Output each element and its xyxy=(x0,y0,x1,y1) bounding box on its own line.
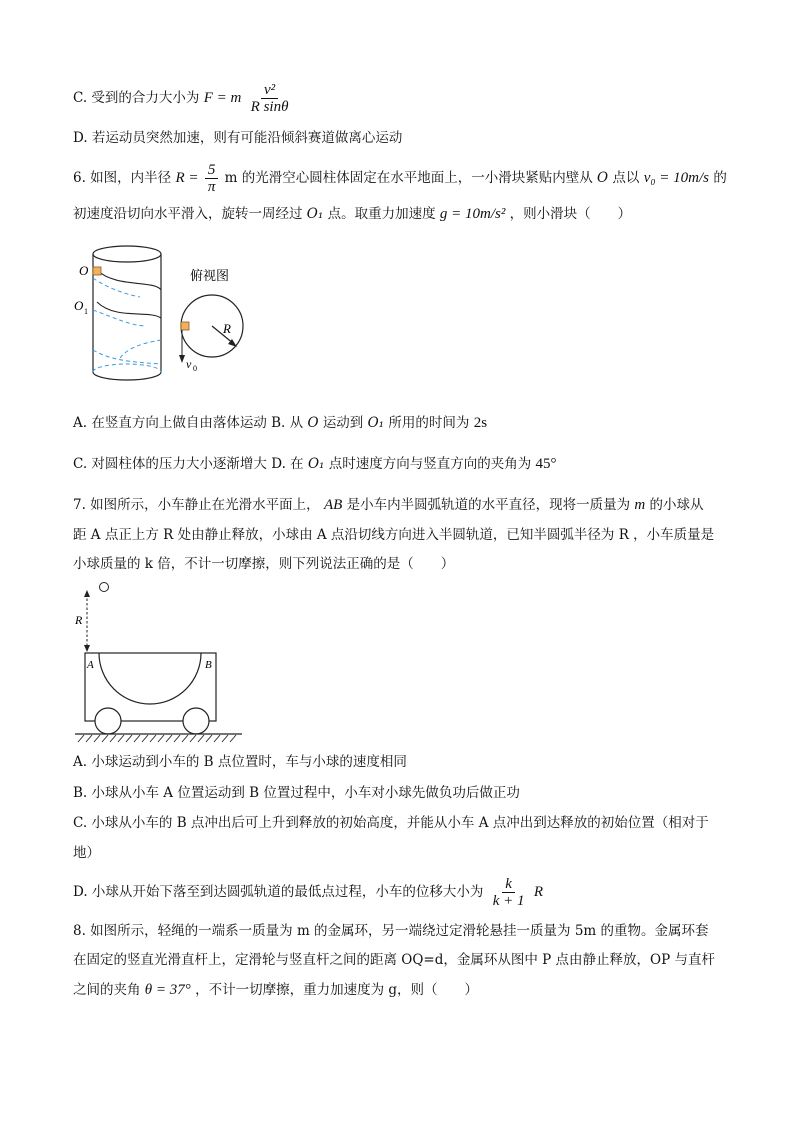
q6-option-text: 点时速度方向与竖直方向的夹角为 xyxy=(328,456,532,472)
q6-option-text: C. 对圆柱体的压力大小逐渐增大 D. 在 xyxy=(73,456,304,472)
q6-initial-velocity: v₀ = 10m/s xyxy=(643,170,710,186)
q6-stem-text: ，则小滑块（ ） xyxy=(509,206,632,222)
helix-front-1 xyxy=(97,270,161,290)
semicircle-track xyxy=(99,653,201,704)
q6-stem-line-2 xyxy=(73,204,631,224)
label-v0-subscript: 0 xyxy=(193,364,197,373)
q6-option-point-o1: O₁ xyxy=(307,456,325,472)
fraction-denominator: R sinθ xyxy=(250,99,289,115)
q7-option-a: A. 小球运动到小车的 B 点位置时，车与小球的速度相同 xyxy=(73,754,407,770)
q6-option-point-o1: O₁ xyxy=(367,415,385,431)
top-view-block xyxy=(181,322,189,330)
cylinder-bottom-back xyxy=(93,364,161,372)
q6-option-text: 运动到 xyxy=(322,415,364,431)
q7-stem-line-2: 距 A 点正上方 R 处由静止释放，小球由 A 点沿切线方向进入半圆轨道，已知半圆弧半径为 R ，小车质量是 xyxy=(73,527,715,543)
q7-diameter-ab: AB xyxy=(323,497,343,513)
q7-option-c-line-1: C. 小球从小车的 B 点冲出后可上升到释放的初始高度，并能从小车 A 点冲出到达释放的初始位置（相对于 xyxy=(73,815,709,831)
cylinder-top-ellipse xyxy=(93,246,161,262)
q7-option-d-text: D. 小球从开始下落至到达圆弧轨道的最低点过程，小车的位移大小为 xyxy=(73,884,484,900)
label-a: A xyxy=(87,659,94,671)
fraction-numerator: v² xyxy=(261,82,278,99)
height-arrow-down-icon xyxy=(84,645,90,652)
q7-option-d-r: R xyxy=(533,884,543,900)
q6-radius-fraction xyxy=(205,162,219,195)
q6-option-text: A. 在竖直方向上做自由落体运动 B. 从 xyxy=(73,415,304,431)
q7-stem-line-3: 小球质量的 k 倍，不计一切摩擦，则下列说法正确的是（ ） xyxy=(73,556,455,572)
q5-option-c xyxy=(73,82,293,115)
label-r: R xyxy=(223,321,231,336)
q6-option-text: 所用的时间为 xyxy=(388,415,470,431)
q6-option-time: 2s xyxy=(473,415,488,431)
q7-option-b: B. 小球从小车 A 位置运动到 B 位置过程中，小车对小球先做负功后做正功 xyxy=(73,785,520,801)
q8-stem-line-1: 8. 如图所示，轻绳的一端系一质量为 m 的金属环，另一端绕过定滑轮悬挂一质量为 5m 的重物。金属环套 xyxy=(73,923,709,939)
q7-option-d-fraction xyxy=(490,876,528,909)
velocity-arrow-icon xyxy=(179,355,185,363)
q5-option-c-text: C. 受到的合力大小为 xyxy=(73,90,200,106)
label-o1: O xyxy=(74,298,84,313)
q6-option-point-o: O xyxy=(307,415,319,431)
q6-point-o1: O₁ xyxy=(306,206,324,222)
fraction-denominator: k + 1 xyxy=(492,893,525,909)
fraction-denominator: π xyxy=(207,179,216,195)
top-view-label: 俯视图 xyxy=(190,268,230,283)
q6-option-angle: 45° xyxy=(535,456,557,472)
q5-option-c-formula: F = m xyxy=(203,90,242,106)
q7-stem-line-1 xyxy=(73,495,704,515)
q7-stem-text: 是小车内半圆弧轨道的水平直径，现将一质量为 xyxy=(346,497,631,513)
label-b: B xyxy=(205,659,212,671)
q7-cart-figure xyxy=(70,580,245,745)
q7-mass-m: m xyxy=(634,497,646,513)
label-r: R xyxy=(75,613,83,627)
q6-stem-line-1 xyxy=(73,162,727,195)
q7-option-d xyxy=(73,876,543,909)
q6-radius-symbol: R = xyxy=(175,170,199,186)
q6-cylinder-figure xyxy=(70,240,260,390)
ball xyxy=(100,583,109,592)
ground-hatching xyxy=(78,735,236,742)
q6-point-o: O xyxy=(597,170,609,186)
wheel-right xyxy=(183,708,209,734)
q5-option-c-fraction xyxy=(248,82,292,115)
fraction-numerator: k xyxy=(502,876,515,893)
helix-back-1 xyxy=(93,278,140,297)
label-v0: v xyxy=(186,357,192,371)
wheel-left xyxy=(95,708,121,734)
q7-option-c-line-2: 地） xyxy=(73,845,100,861)
q6-stem-text: 点以 xyxy=(612,170,640,186)
cylinder-bottom-front xyxy=(93,372,161,380)
q5-option-d: D. 若运动员突然加速，则有可能沿倾斜赛道做离心运动 xyxy=(73,130,403,146)
q6-stem-text: 6. 如图，内半径 xyxy=(73,170,172,186)
label-o: O xyxy=(79,263,89,278)
q6-stem-text: 的 xyxy=(713,170,727,186)
q6-stem-text: m 的光滑空心圆柱体固定在水平地面上，一小滑块紧贴内壁从 xyxy=(224,170,593,186)
q8-angle: θ = 37° xyxy=(144,982,191,998)
q8-stem-line-2: 在固定的竖直光滑直杆上，定滑轮与竖直杆之间的距离 OQ=d，金属环从图中 P 点由静止释放，OP 与直杆 xyxy=(73,952,715,968)
fraction-numerator: 5 xyxy=(205,162,219,179)
height-arrow-up-icon xyxy=(84,590,90,597)
q7-stem-text: 的小球从 xyxy=(649,497,704,513)
q7-stem-text: 7. 如图所示，小车静止在光滑水平面上， xyxy=(73,497,320,513)
q8-stem-line-3 xyxy=(73,980,478,1000)
q6-gravity: g = 10m/s² xyxy=(439,206,506,222)
slider-block xyxy=(93,267,101,275)
q6-options-ab xyxy=(73,413,487,433)
q6-options-cd xyxy=(73,454,557,474)
helix-back-3 xyxy=(120,340,161,358)
q8-stem-text: 之间的夹角 xyxy=(73,982,141,998)
q6-stem-text: 点。取重力加速度 xyxy=(327,206,436,222)
q6-stem-text: 初速度沿切向水平滑入，旋转一周经过 xyxy=(73,206,303,222)
label-o1-subscript: 1 xyxy=(84,307,88,316)
helix-back-4 xyxy=(93,350,161,364)
q8-stem-text: ，不计一切摩擦，重力加速度为 g，则（ ） xyxy=(195,982,479,998)
